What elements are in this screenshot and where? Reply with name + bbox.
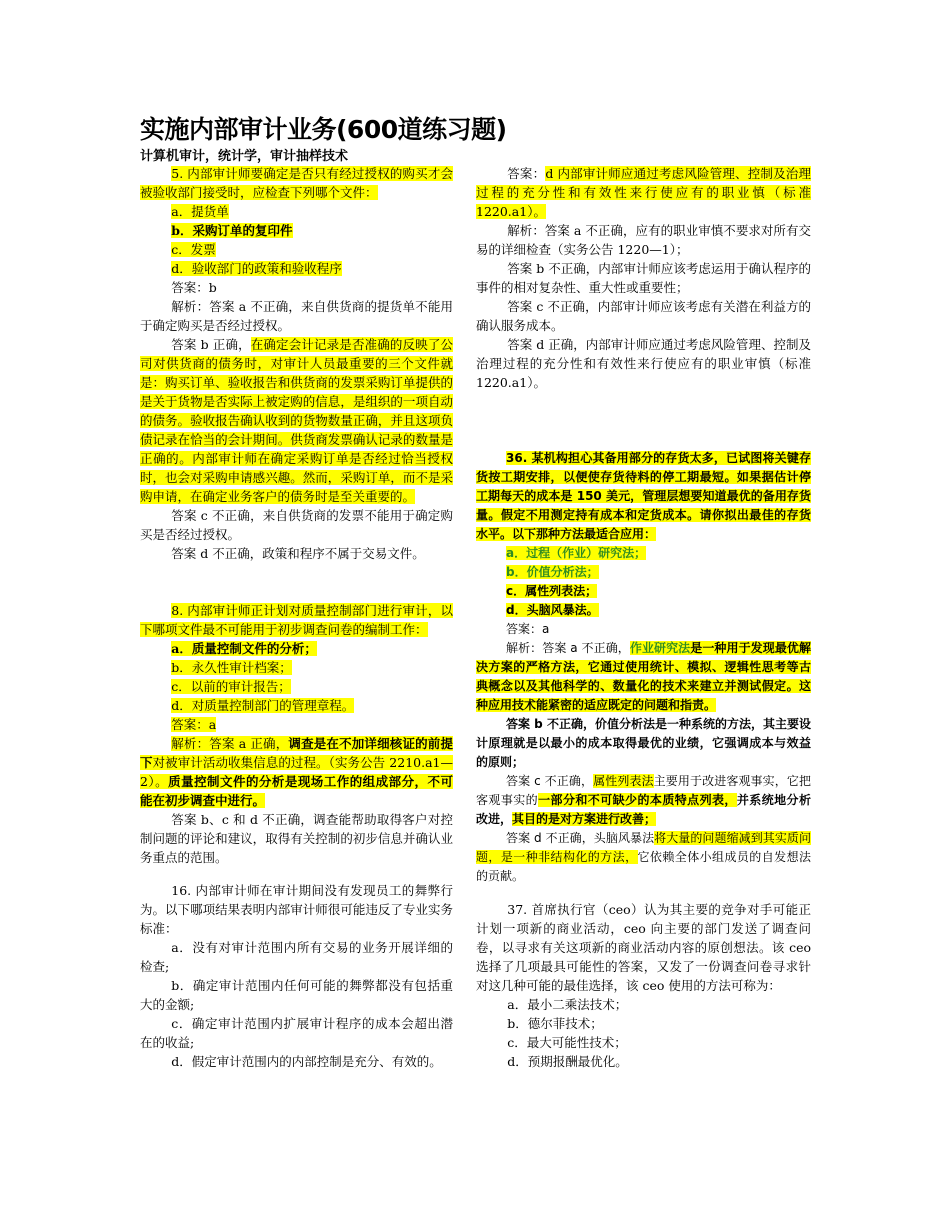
q36-explanation-d: 答案 d 不正确，头脑风暴法将大量的问题缩减到其实质问题，是一种非结构化的方法，它依赖全体小组成员的自发想法的贡献。 bbox=[476, 831, 811, 883]
q16-option-a: a．没有对审计范围内所有交易的业务开展详细的检查; bbox=[140, 940, 453, 974]
q8-option-d: d．对质量控制部门的管理章程。 bbox=[171, 698, 355, 713]
q8-explanation-a: 解析：答案 a 正确，调查是在不加详细核证的前提下对被审计活动收集信息的过程。（实务公告 2210.a1—2）。质量控制文件的分析是现场工作的组成部分，不可能在初步调查中进行。 bbox=[140, 736, 453, 808]
q16-explanation-a: 解析：答案 a 不正确，应有的职业审慎不要求对所有交易的详细检查（实务公告 1220—1）； bbox=[476, 223, 811, 257]
left-column bbox=[140, 164, 453, 1071]
q8-stem: 8. 内部审计师正计划对质量控制部门进行审计，以下哪项文件最不可能用于初步调查问卷的编制工作： bbox=[140, 603, 453, 637]
q5-stem: 5. 内部审计师要确定是否只有经过授权的购买才会被验收部门接受时，应检查下列哪个文件： bbox=[140, 166, 453, 200]
page-title: 实施内部审计业务(600道练习题) bbox=[140, 115, 507, 144]
page-subtitle: 计算机审计，统计学，审计抽样技术 bbox=[140, 149, 349, 164]
q16-option-b: b．确定审计范围内任何可能的舞弊都没有包括重大的金额; bbox=[140, 978, 453, 1012]
q5-explanation-c: 答案 c 不正确，来自供货商的发票不能用于确定购买是否经过授权。 bbox=[140, 508, 453, 542]
q36-stem: 36. 某机构担心其备用部分的存货太多，已试图将关键存货按工期安排，以便使存货待料的停工期最短。如果据估计停工期每天的成本是 150 美元，管理层想要知道最优的备用存货量。假定不用测定持有成本和定货成本。请你拟出最佳的存货水平。以下那种方法最适合应用： bbox=[476, 451, 811, 541]
q5-option-b: b．采购订单的复印件 bbox=[171, 223, 293, 238]
q8-answer: 答案：a bbox=[171, 717, 217, 732]
q36-answer: 答案：a bbox=[506, 622, 550, 636]
q36-explanation-b: 答案 b 不正确，价值分析法是一种系统的方法，其主要设计原理就是以最小的成本取得最优的业绩，它强调成本与效益的原则； bbox=[476, 717, 811, 769]
q5-option-d: d．验收部门的政策和验收程序 bbox=[171, 261, 342, 276]
q8-option-a: a．质量控制文件的分析； bbox=[171, 641, 317, 656]
q36-explanation-c: 答案 c 不正确，属性列表法主要用于改进客观事实，它把客观事实的一部分和不可缺少的本质特点列表，并系统地分析改进，其目的是对方案进行改善； bbox=[476, 774, 811, 826]
q5-explanation-a: 解析：答案 a 不正确，来自供货商的提货单不能用于确定购买是否经过授权。 bbox=[140, 299, 453, 333]
q16-option-d: d．假定审计范围内的内部控制是充分、有效的。 bbox=[171, 1054, 442, 1069]
q16-explanation-c: 答案 c 不正确，内部审计师应该考虑有关潜在利益方的确认服务成本。 bbox=[476, 299, 811, 333]
q37-option-d: d．预期报酬最优化。 bbox=[507, 1054, 628, 1069]
q16-option-c: c．确定审计范围内扩展审计程序的成本会超出潜在的收益; bbox=[140, 1016, 453, 1050]
q36-option-c: c．属性列表法； bbox=[506, 584, 598, 598]
q8-option-c: c．以前的审计报告； bbox=[171, 679, 291, 694]
q37-option-c: c．最大可能性技术； bbox=[507, 1035, 627, 1050]
q8-option-b: b．永久性审计档案； bbox=[171, 660, 292, 675]
q36-option-d: d．头脑风暴法。 bbox=[506, 603, 599, 617]
q16-explanation-b: 答案 b 不正确，内部审计师应该考虑运用于确认程序的事件的相对复杂性、重大性或重要性； bbox=[476, 261, 811, 295]
q37-option-a: a．最小二乘法技术； bbox=[507, 997, 628, 1012]
q5-option-c: c．发票 bbox=[171, 242, 216, 257]
q36-option-a: a．过程（作业）研究法； bbox=[506, 546, 647, 560]
q37-stem: 37. 首席执行官（ceo）认为其主要的竞争对手可能正计划一项新的商业活动，ceo 向主要的部门发送了调查问卷，以寻求有关这项新的商业活动内容的原创想法。该 ceo 选择了几项最具可能性的答案，又发了一份调查问卷寻求针对这几种可能的最佳选择，该 ceo 使用的方法可称为： bbox=[476, 902, 811, 993]
q16-explanation-d: 答案 d 正确，内部审计师应通过考虑风险管理、控制及治理过程的充分性和有效性来行使应有的职业审慎（标准 1220.a1）。 bbox=[476, 337, 811, 390]
q37-option-b: b．德尔菲技术； bbox=[507, 1016, 603, 1031]
q36-explanation-a: 解析：答案 a 不正确，作业研究法是一种用于发现最优解决方案的严格方法，它通过使用统计、模拟、逻辑性思考等古典概念以及其他科学的、数量化的技术来建立并测试假定。这种应用技术能紧密的适应既定的问题和指责。 bbox=[476, 641, 811, 712]
right-column bbox=[476, 164, 811, 1071]
q36-option-b: b．价值分析法； bbox=[506, 565, 599, 579]
q5-answer: 答案：b bbox=[171, 280, 217, 295]
q16-answer: 答案：d 内部审计师应通过考虑风险管理、控制及治理过程的充分性和有效性来行使应有的职业慎（标准 1220.a1）。 bbox=[476, 166, 811, 219]
q8-explanation-bcd: 答案 b、c 和 d 不正确，调查能帮助取得客户对控制问题的评论和建议，取得有关控制的初步信息并确认业务重点的范围。 bbox=[140, 812, 453, 865]
q5-option-a: a．提货单 bbox=[171, 204, 229, 219]
q16-stem: 16. 内部审计师在审计期间没有发现员工的舞弊行为。以下哪项结果表明内部审计师很可能违反了专业实务标准： bbox=[140, 883, 453, 936]
q5-explanation-b: 答案 b 正确，在确定会计记录是否准确的反映了公司对供货商的债务时，对审计人员最重要的三个文件就是：购买订单、验收报告和供货商的发票采购订单提供的是关于货物是否实际上被定购的信息，是组织的一项自动的债务。验收报告确认收到的货物数量正确，并且这项负债记录在恰当的会计期间。供货商发票确认记录的数量是正确的。内部审计师在确定采购订单是否经过恰当授权时，也会对采购申请感兴趣。然而，采购订单，而不是采购申请，在确定业务客户的债务时是至关重要的。 bbox=[140, 337, 453, 504]
q5-explanation-d: 答案 d 不正确，政策和程序不属于交易文件。 bbox=[171, 546, 425, 561]
